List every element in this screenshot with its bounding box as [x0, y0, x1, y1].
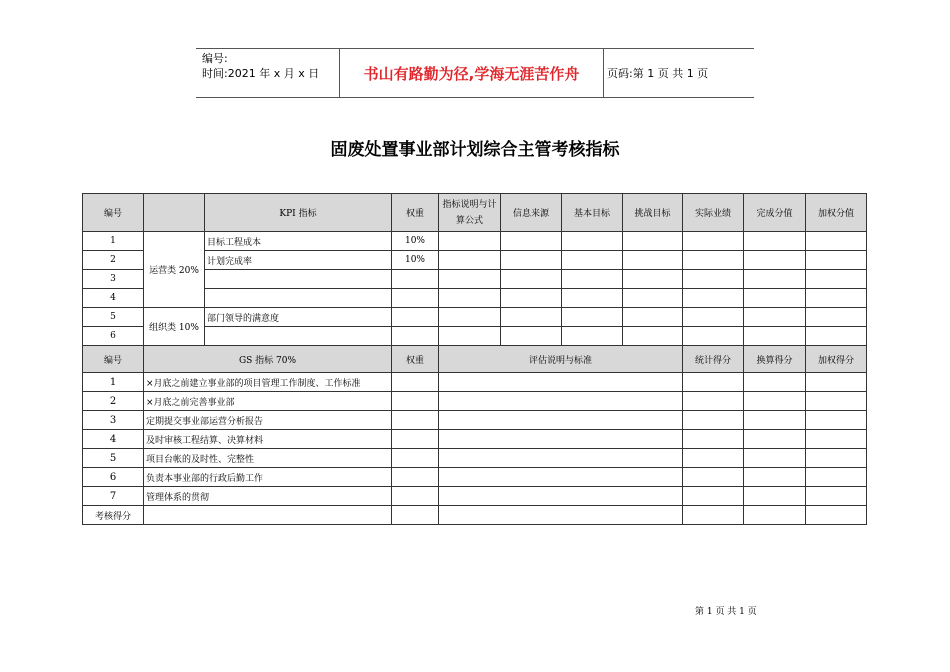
motto: 书山有路勤为径,学海无涯苦作舟 [339, 49, 604, 97]
kpi-header-row [83, 194, 867, 232]
gs-header-cell: 统计得分 [683, 346, 744, 373]
assessment-table [82, 193, 867, 525]
gs-header-cell: 评估说明与标准 [439, 346, 683, 373]
kpi-weight [392, 327, 439, 346]
table-row [83, 232, 867, 251]
row-number: 5 [83, 449, 144, 468]
gs-name: 项目台帐的及时性、完整性 [144, 449, 392, 468]
row-number: 1 [83, 373, 144, 392]
gs-header-cell: 换算得分 [744, 346, 806, 373]
kpi-header-cell: 编号 [83, 194, 144, 232]
document-title: 固废处置事业部计划综合主管考核指标 [330, 140, 620, 160]
gs-header-row [83, 346, 867, 373]
table-row [83, 373, 867, 392]
kpi-header-cell: 实际业绩 [683, 194, 744, 232]
page-header [196, 48, 754, 98]
row-number: 3 [83, 411, 144, 430]
kpi-weight [392, 289, 439, 308]
kpi-name [205, 270, 392, 289]
gs-name: 负责本事业部的行政后勤工作 [144, 468, 392, 487]
kpi-header-cell [144, 194, 205, 232]
row-number: 6 [83, 468, 144, 487]
kpi-weight [392, 308, 439, 327]
row-number: 6 [83, 327, 144, 346]
row-number: 5 [83, 308, 144, 327]
page-footer: 第 1 页 共 1 页 [695, 607, 757, 617]
kpi-header-cell: 权重 [392, 194, 439, 232]
kpi-header-cell: 信息来源 [501, 194, 562, 232]
table-row [83, 411, 867, 430]
table-row [83, 449, 867, 468]
gs-name: ×月底之前完善事业部 [144, 392, 392, 411]
total-label: 考核得分 [83, 506, 144, 525]
row-number: 4 [83, 430, 144, 449]
page-label: 页码:第 1 页 共 1 页 [607, 67, 709, 80]
kpi-weight: 10% [392, 251, 439, 270]
row-number: 7 [83, 487, 144, 506]
kpi-header-cell: KPI 指标 [205, 194, 392, 232]
gs-header-cell: 加权得分 [806, 346, 867, 373]
kpi-header-cell: 挑战目标 [623, 194, 683, 232]
gs-header-cell: GS 指标 70% [144, 346, 392, 373]
kpi-name: 目标工程成本 [205, 232, 392, 251]
kpi-name: 部门领导的满意度 [205, 308, 392, 327]
table-row [83, 308, 867, 327]
kpi-header-cell: 加权分值 [806, 194, 867, 232]
gs-header-cell: 权重 [392, 346, 439, 373]
row-number: 2 [83, 251, 144, 270]
table-row [83, 468, 867, 487]
group-operations: 运营类 20% [144, 232, 205, 308]
kpi-header-cell: 完成分值 [744, 194, 806, 232]
kpi-name [205, 289, 392, 308]
kpi-header-cell: 指标说明与计算公式 [439, 194, 501, 232]
row-number: 2 [83, 392, 144, 411]
table-row [83, 430, 867, 449]
gs-header-cell: 编号 [83, 346, 144, 373]
kpi-name: 计划完成率 [205, 251, 392, 270]
table-row [83, 392, 867, 411]
number-label: 编号: [202, 52, 228, 65]
row-number: 4 [83, 289, 144, 308]
table-row [83, 487, 867, 506]
gs-name: 及时审核工程结算、决算材料 [144, 430, 392, 449]
header-meta [202, 51, 319, 81]
kpi-name [205, 327, 392, 346]
gs-name: 定期提交事业部运营分析报告 [144, 411, 392, 430]
row-number: 1 [83, 232, 144, 251]
time-label: 时间:2021 年 x 月 x 日 [202, 67, 320, 80]
gs-name: ×月底之前建立事业部的项目管理工作制度、工作标准 [144, 373, 392, 392]
row-number: 3 [83, 270, 144, 289]
gs-name: 管理体系的贯彻 [144, 487, 392, 506]
group-organization: 组织类 10% [144, 308, 205, 346]
kpi-header-cell: 基本目标 [562, 194, 623, 232]
total-row [83, 506, 867, 525]
kpi-weight: 10% [392, 232, 439, 251]
kpi-weight [392, 270, 439, 289]
